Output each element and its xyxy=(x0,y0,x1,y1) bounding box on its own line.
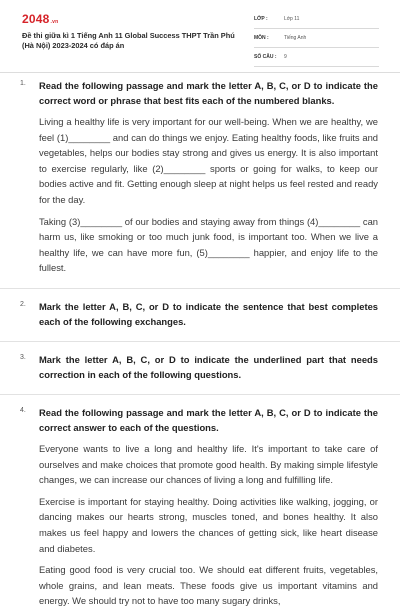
meta-label-subject: MÔN : xyxy=(254,35,269,41)
logo-text: 2048 xyxy=(22,12,50,26)
meta-value-subject: Tiếng Anh xyxy=(284,35,307,41)
passage-paragraph: Taking (3)________ of our bodies and staying away from things (4)________ can harm us, like smoking or too much junk food, is important too. When we live a healthy life, we can have more fun, (5)________ happier, and enjoy life to the fullest. xyxy=(39,215,378,274)
meta-value-class: Lớp 11 xyxy=(284,16,300,22)
meta-row-question-count xyxy=(254,52,379,67)
question-2 xyxy=(0,299,400,329)
question-divider xyxy=(0,341,400,342)
question-1 xyxy=(0,78,400,276)
meta-value-question-count: 9 xyxy=(284,54,287,60)
meta-row-class xyxy=(254,14,379,29)
question-list xyxy=(0,78,400,609)
passage-paragraph: Everyone wants to live a long and healthy life. It's important to take care of ourselves and make choices that promote good health. By making simple lifestyle changes, we can increase our chances of living a long and fulfilling life. xyxy=(39,442,378,486)
header-divider xyxy=(0,72,400,73)
meta-label-question-count: SỐ CÂU : xyxy=(254,54,277,60)
question-instruction: Read the following passage and mark the letter A, B, C, or D to indicate the correct answer to each of the questions. xyxy=(39,406,378,433)
question-instruction: Mark the letter A, B, C, or D to indicate the underlined part that needs correction in each of the following questions. xyxy=(39,353,378,380)
question-number: 4. xyxy=(20,406,26,414)
question-instruction: Read the following passage and mark the letter A, B, C, or D to indicate the correct word or phrase that best fits each of the numbered blanks. xyxy=(39,80,378,106)
passage-paragraph: Exercise is important for staying healthy. Doing activities like walking, jogging, or dancing makes our hearts strong, muscles toned, and bones healthy. It also makes us feel happy and lowers the chances of getting sick, like heart disease and diabetes. xyxy=(39,495,378,554)
question-number: 2. xyxy=(20,300,26,308)
question-3 xyxy=(0,352,400,382)
question-divider xyxy=(0,288,400,289)
meta-row-subject xyxy=(254,33,379,48)
passage-paragraph: Eating good food is very crucial too. We should eat different fruits, vegetables, whole grains, and lean meats. These foods give us important vitamins and energy. We should try not to have too many sugary drinks, xyxy=(39,564,378,607)
meta-label-class: LỚP : xyxy=(254,16,268,22)
document-title: Đề thi giữa kì 1 Tiếng Anh 11 Global Success THPT Trần Phú (Hà Nội) 2023-2024 có đáp án xyxy=(22,31,235,50)
question-number: 1. xyxy=(20,80,26,87)
passage-paragraph: Living a healthy life is very important for our well-being. When we are healthy, we feel (1)________ and can do things we enjoy. Eating healthy foods, like fruits and vegetables, helps our bodies stay strong and gives us energy. It is also important to exercise regularly, like (2)________ sports or going for walks, to keep our bodies active and fit. Getting enough sleep at night helps us feel rested and ready for the day. xyxy=(39,116,378,205)
question-divider xyxy=(0,394,400,395)
question-number: 3. xyxy=(20,353,26,361)
logo-suffix: .vn xyxy=(50,19,59,25)
site-logo[interactable] xyxy=(22,12,58,26)
document-meta xyxy=(254,14,379,71)
question-4 xyxy=(0,405,400,609)
question-instruction: Mark the letter A, B, C, or D to indicate the sentence that best completes each of the following exchanges. xyxy=(39,300,378,327)
document-header xyxy=(0,0,400,70)
